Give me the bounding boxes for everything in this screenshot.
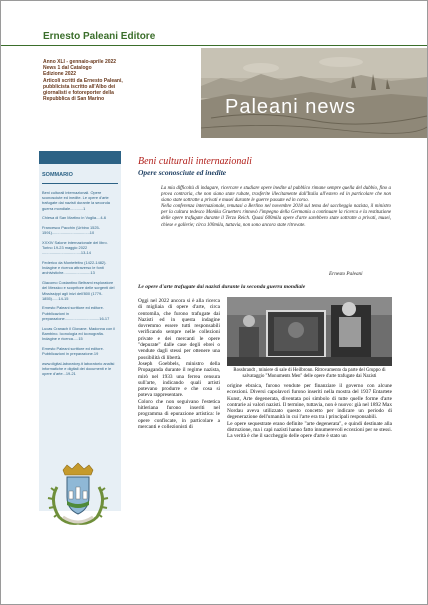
toc-item[interactable]: Ernesto Paleani scrittore ed editore. Pubblicazioni in preparazione.19 xyxy=(42,345,104,356)
photo-caption: Rossbrandt , miniere di sale di Heilbronn. Ritrovamento da parte del Gruppo di salvataggio "Monuments Men" delle opere d'arte trafugate dai Nazisti xyxy=(233,368,386,379)
body-paragraph: origine ebraica, furono vendute per finanziare il governo con alcune eccezioni. Diversi capolavori furono inseriti nella mostra del 1937 Entartete Kunst, Arte degenerata, diventata poi simbolo di tutte quelle forme d'arte contrarie ai valori nazisti. Il termine, tuttavia, non è nuovo: già nel 1892 Max Nordau aveva utilizzato questo concetto per indicare un periodo di degenerazione dell'umanità in cui l'arte era tra i principali responsabili. xyxy=(227,383,392,421)
meta-line: pubblicista iscritto all'Albo dei xyxy=(43,83,116,90)
body-paragraph: Coloro che non seguivano l'estetica hitleriana furono inseriti nel programma di epurazione artistica: le opere confiscate, in particolare a mercanti e collezionisti di xyxy=(138,398,220,430)
summary-divider xyxy=(42,183,118,184)
meta-line: giornalisti e fotoreporter della xyxy=(43,90,114,97)
sidebar-top-bar xyxy=(39,151,121,164)
editor-name: Ernesto Paleani Editore xyxy=(43,31,156,42)
meta-line: Articoli scritti da Ernesto Paleani, xyxy=(43,77,123,84)
section-heading: Le opere d'arte trafugate dai nazisti durante la seconda guerra mondiale xyxy=(138,284,306,290)
historical-photo xyxy=(227,297,392,366)
toc-item[interactable]: Ernesto Paleani scrittore ed editore. Pubblicazioni in preparazione................................16-17 xyxy=(42,305,110,321)
banner-image xyxy=(201,48,427,138)
toc-item[interactable]: Lucas Cranach il Giovane. Madonna con il Bambino. Iconologia ed iconografia. Indagine e ricerca.....15 xyxy=(42,325,116,341)
toc-item[interactable]: Federico da Montefeltro (1422-1482). Indagine e ricerca attraverso le fonti archivistiche.........................13 xyxy=(42,260,107,276)
header-rule xyxy=(1,45,427,46)
coat-of-arms-emblem xyxy=(43,461,113,531)
toc-item[interactable]: Giacomo Costantino Beltrami esploratore del Messico e scopritore delle sorgenti del Mississippi agli inizi dell'800 (1779-1855)......14-15 xyxy=(42,280,115,301)
body-paragraph: Oggi nel 2022 ancora si è alla ricerca di migliaia di opere d'arte, circa centomila, che furono trafugate dai Nazisti ed in questa indagine dovremmo essere tutti responsabili verificando sempre nelle collezioni private e dei mercanti le opere "depurate" dalle case degli ebrei o vendute dagli stessi per ottenere una possibilità di libertà. xyxy=(138,298,220,361)
article-column-right xyxy=(227,383,392,440)
intro-paragraph: La mia difficoltà di indagare, ricercare e studiare opere inedite al pubblico rimane sempre quella del dubbio, fino a prova contraria, che non siano state rubate, trasferite illecitamente dall'Italia all'estero ed in particolare che non siano state sottratte a privati e musei durante le guerre passate ed in corso. xyxy=(161,186,391,204)
sidebar-summary xyxy=(39,151,121,511)
meta-line: Repubblica di San Marino xyxy=(43,96,105,103)
author-signature: Ernesto Paleani xyxy=(329,271,363,277)
toc-item[interactable]: XXXIV Salone internazionale del libro. Torino 19-23 maggio 2022 ....................................13-14 xyxy=(42,239,108,256)
landscape-engraving xyxy=(201,48,427,138)
toc-item[interactable]: Chiesa di San Martino in Voglia....4-6 xyxy=(42,215,107,221)
intro-text xyxy=(161,186,391,229)
meta-line: News 1 dal Catalogo xyxy=(43,65,92,72)
toc-item[interactable]: Francesco Pacchin (Urbino 1525-1591)...................................10 xyxy=(42,225,100,236)
article-subtitle: Opere sconosciute ed inedite xyxy=(138,168,227,177)
intro-paragraph: Nella conferenza internazionale, tenutasi a Berlino nel novembre 2018 sul tema del saccheggio nazista, il ministro per la cultura tedesco Monika Gruetters rinnovò l'impegno della Germania a continuare la ricerca e la restituzione delle opere trafugate durante il Terzo Reich. Quasi 600mila opere d'arte sarebbero state sottratte a privati, musei, chiese e gallerie; circa 100mila, tuttavia, non sono ancora state ritrovate. xyxy=(161,204,391,228)
article-column-left xyxy=(138,298,220,430)
body-paragraph: Le opere sequestrate erano definite "arte degenerata", e quindi destinate alla distruzione, ma i capi nazisti hanno fatto innumerevoli eccezioni per se stessi. La verità è che il saccheggio delle opere d'arte è stato un xyxy=(227,420,392,440)
meta-line: Anno XLI - gennaio-aprile 2022 xyxy=(43,59,117,65)
toc-item[interactable]: Beni culturali internazionali. Opere sconosciute ed inedite. Le opere d'arte trafugate dai nazisti durante la seconda guerra mondiale............1 xyxy=(42,190,110,211)
article-title: Beni culturali internazionali xyxy=(138,156,252,167)
edition-info xyxy=(43,59,193,102)
table-of-contents xyxy=(42,190,118,376)
newsletter-title: Paleani news xyxy=(225,96,356,118)
summary-heading: SOMMARIO xyxy=(42,172,73,178)
toc-item[interactable]: www.digital-laboratory.it laboratorio analisi informatiche e digitali dei documenti e le opere d'arte...19-21 xyxy=(42,360,115,376)
body-paragraph: Joseph Goebbels, ministro della Propaganda durante il regime nazista, mirò nel 1933 una ferrea censura sull'arte, indicando quali artisti potevano produrre e che cosa si poteva rappresentare. xyxy=(138,360,220,399)
meta-line: Edizione 2022 xyxy=(43,71,77,78)
